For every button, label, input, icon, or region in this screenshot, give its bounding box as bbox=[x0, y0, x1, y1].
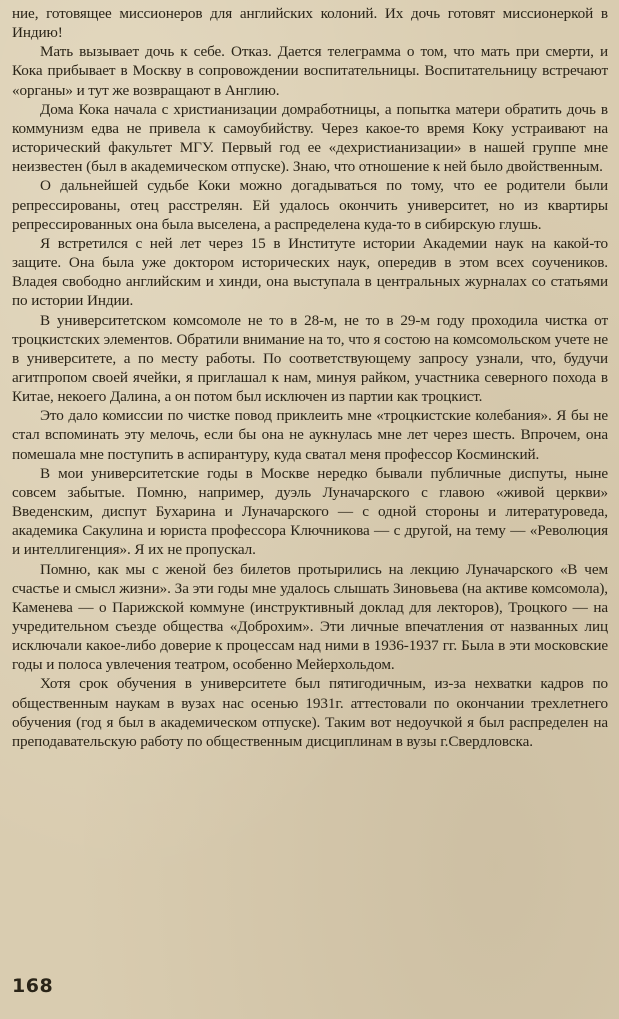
paragraph-2: Мать вызывает дочь к себе. Отказ. Дается телеграмма о том, что мать при смерти, и Кока прибывает в Москву в сопровождении воспитательницы. Воспитательницу встречают «органы» и тут же возвращают в Англию. bbox=[12, 43, 608, 99]
book-page bbox=[8, 4, 608, 1012]
paragraph-1: ние, готовящее миссионеров для английских колоний. Их дочь готовят миссионеркой в Индию! bbox=[12, 5, 608, 42]
text-column bbox=[12, 4, 608, 751]
paragraph-3: Дома Кока начала с христианизации домработницы, а попытка матери обратить дочь в коммунизм едва не привела к самоубийству. Через какое-то время Коку устраивают на исторический факультет МГУ. Первый год ее «дехристианизации» в нашей группе мне неизвестен (был в академическом отпуске). Знаю, что отношение к ней было двойственным. bbox=[12, 100, 608, 176]
paragraph-8: В мои университетские годы в Москве нередко бывали публичные диспуты, ныне совсем забытые. Помню, например, дуэль Луначарского с главою «живой церкви» Введенским, диспут Бухарина и Луначарского — с одной стороны и литературоведа, академика Сакулина и юриста профессора Ключникова — с другой, на тему — «Революция и интеллигенция». Я их не пропускал. bbox=[12, 464, 608, 559]
paragraph-10: Хотя срок обучения в университете был пятигодичным, из-за нехватки кадров по общественным наукам в вузах нас осенью 1931г. аттестовали по окончании трехлетнего обучения (год я был в академическом отпуске). Таким вот недоучкой я был распределен на преподавательскую работу по общественным дисциплинам в вузы г.Свердловска. bbox=[12, 675, 608, 750]
paragraph-4: О дальнейшей судьбе Коки можно догадываться по тому, что ее родители были репрессированы, отец расстрелян. Ей удалось окончить университет, но из квартиры репрессированных она была выселена, а распределена куда-то в сибирскую глушь. bbox=[12, 177, 608, 233]
page-number: 168 bbox=[12, 975, 54, 997]
paragraph-9: Помню, как мы с женой без билетов протырились на лекцию Луначарского «В чем счастье и смысл жизни». За эти годы мне удалось слышать Зиновьева (на активе комсомола), Каменева — о Парижской коммуне (инструктивный доклад для лекторов), Троцкого — на учредительном съезде общества «Доброхим». Эти личные впечатления от названных лиц исключали какое-либо доверие к процессам над ними в 1936-1937 гг. Была в эти московские годы и полоса увлечения театром, особенно Мейерхольдом. bbox=[12, 560, 608, 674]
paragraph-6: В университетском комсомоле не то в 28-м, не то в 29-м году проходила чистка от троцкистских элементов. Обратили внимание на то, что я состою на комсомольском учете не в университете, а по месту работы. По соответствующему запросу узнали, что, будучи агитпропом своей ячейки, я приглашал к нам, минуя райком, участника северного похода в Китае, некоего Далина, а он потом был исключен из партии как троцкист. bbox=[12, 311, 608, 406]
paragraph-5: Я встретился с ней лет через 15 в Институте истории Академии наук на какой-то защите. Она была уже доктором исторических наук, опередив в этом всех соучеников. Владея свободно английским и хинди, она выступала в центральных журналах со статьями по истории Индии. bbox=[12, 234, 608, 310]
paragraph-7: Это дало комиссии по чистке повод приклеить мне «троцкистские колебания». Я бы не стал вспоминать эту мелочь, если бы она не аукнулась мне лет через шесть. Впрочем, она помешала мне поступить в аспирантуру, куда сватал меня профессор Косминский. bbox=[12, 407, 608, 463]
